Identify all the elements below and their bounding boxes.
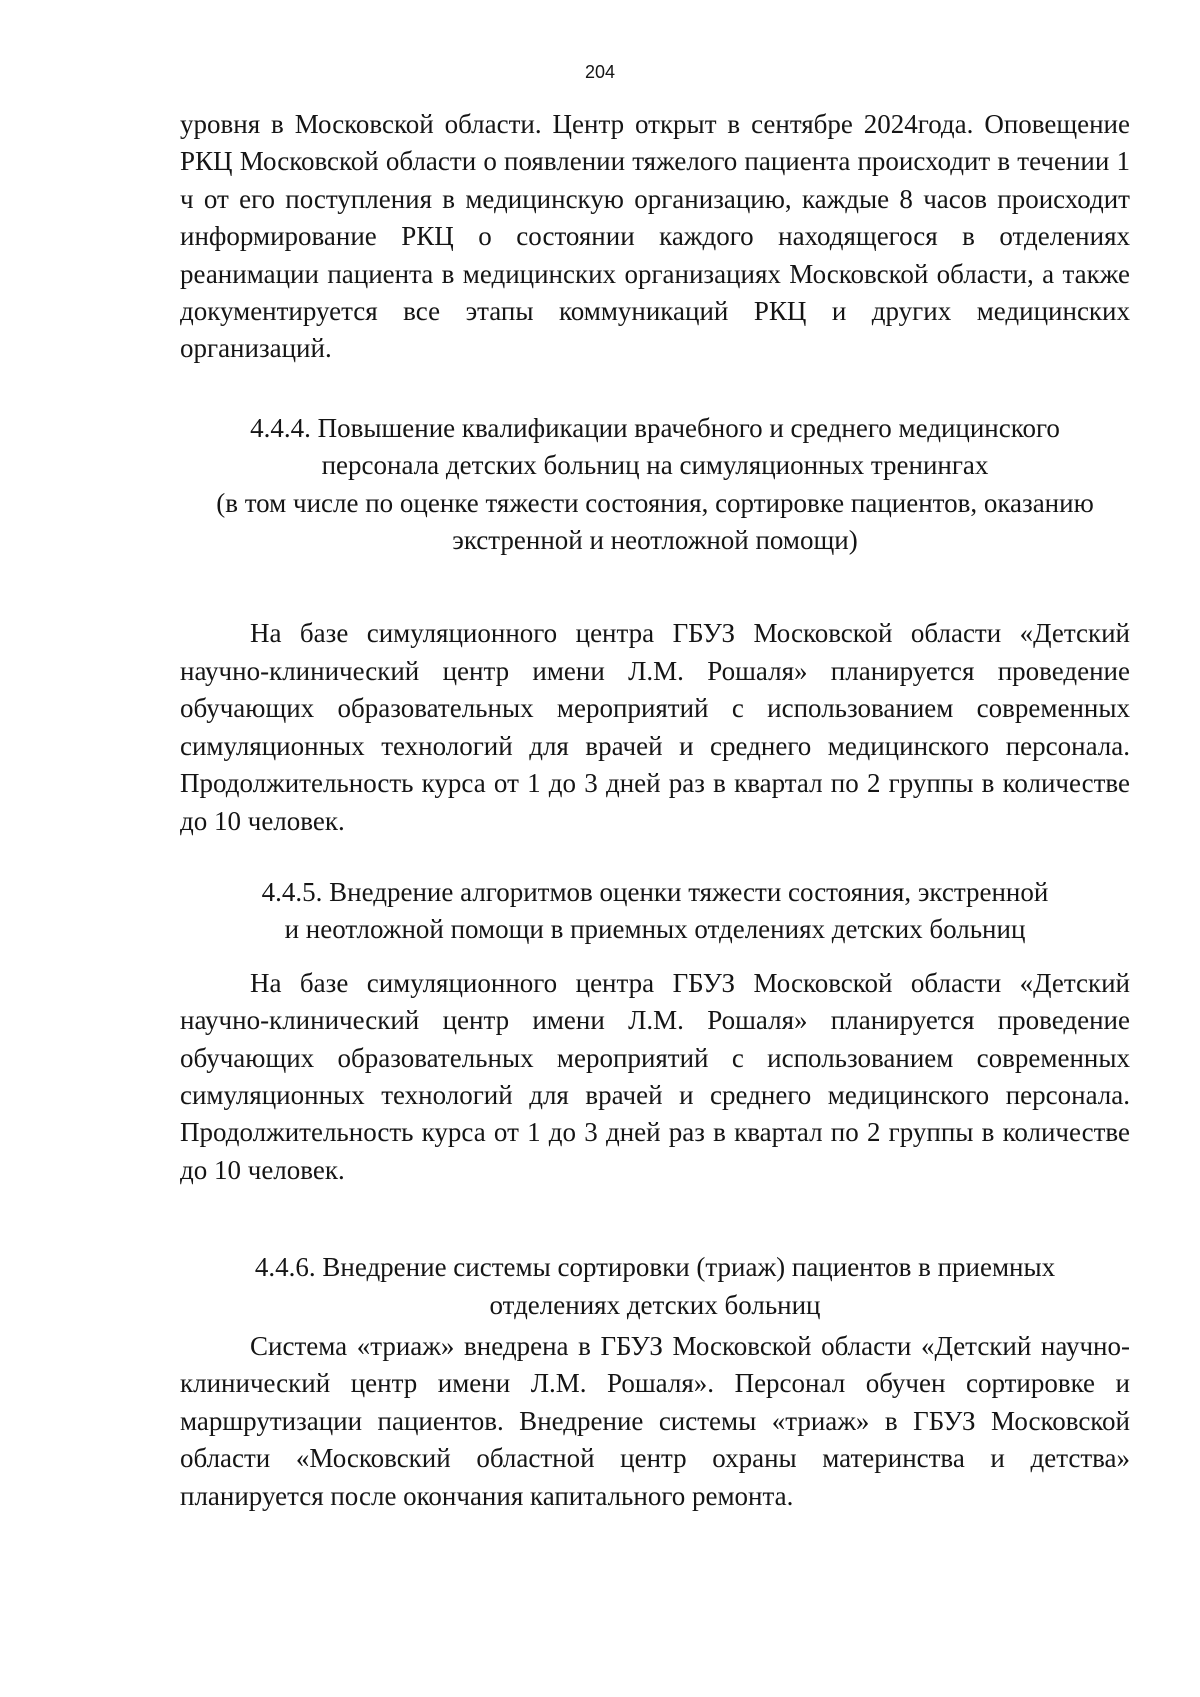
paragraph-triage-system: Система «триаж» внедрена в ГБУЗ Московской области «Детский научно-клинический центр имени Л.М. Рошаля». Персонал обучен сортировке и маршрутизации пациентов. Внедрение системы «триаж» в ГБУЗ Московской области «Московский областной центр охраны материнства и детства» планируется после окончания капитального ремонта. [180,1330,1130,1511]
heading-line: экстренной и неотложной помощи) [452,525,858,556]
heading-line: 4.4.4. Повышение квалификации врачебного и среднего медицинского [250,412,1060,443]
heading-line: 4.4.5. Внедрение алгоритмов оценки тяжести состояния, экстренной [261,876,1049,907]
section-heading-4-4-4 [180,410,1130,560]
heading-line: отделениях детских больниц [489,1289,821,1320]
section-heading-4-4-6 [180,1249,1130,1324]
paragraph-assessment-algorithms: На базе симуляционного центра ГБУЗ Московской области «Детский научно-клинический центр имени Л.М. Рошаля» планируется проведение обучающих образовательных мероприятий с использованием современных симуляционных технологий для врачей и среднего медицинского персонала. Продолжительность курса от 1 до 3 дней раз в квартал по 2 группы в количестве до 10 человек. [180,967,1130,1185]
heading-line: и неотложной помощи в приемных отделениях детских больниц [284,914,1026,945]
heading-line: персонала детских больниц на симуляционных тренингах [321,450,989,481]
heading-line: 4.4.6. Внедрение системы сортировки (триаж) пациентов в приемных [254,1252,1056,1283]
paragraph-simulation-training: На базе симуляционного центра ГБУЗ Московской области «Детский научно-клинический центр имени Л.М. Рошаля» планируется проведение обучающих образовательных мероприятий с использованием современных симуляционных технологий для врачей и среднего медицинского персонала. Продолжительность курса от 1 до 3 дней раз в квартал по 2 группы в количестве до 10 человек. [180,618,1130,836]
page-body [180,106,1130,1515]
heading-line: (в том числе по оценке тяжести состояния, сортировке пациентов, оказанию [216,487,1094,518]
section-heading-4-4-5 [180,874,1130,949]
page-number: 204 [584,62,616,82]
paragraph-rkc-notification: уровня в Московской области. Центр открыт в сентябре 2024года. Оповещение РКЦ Московской области о появлении тяжелого пациента происходит в течении 1 ч от его поступления в медицинскую организацию, каждые 8 часов происходит информирование РКЦ о состоянии каждого находящегося в отделениях реанимации пациента в медицинских организациях Московской области, а также документируется все этапы коммуникаций РКЦ и других медицинских организаций. [180,109,1130,364]
